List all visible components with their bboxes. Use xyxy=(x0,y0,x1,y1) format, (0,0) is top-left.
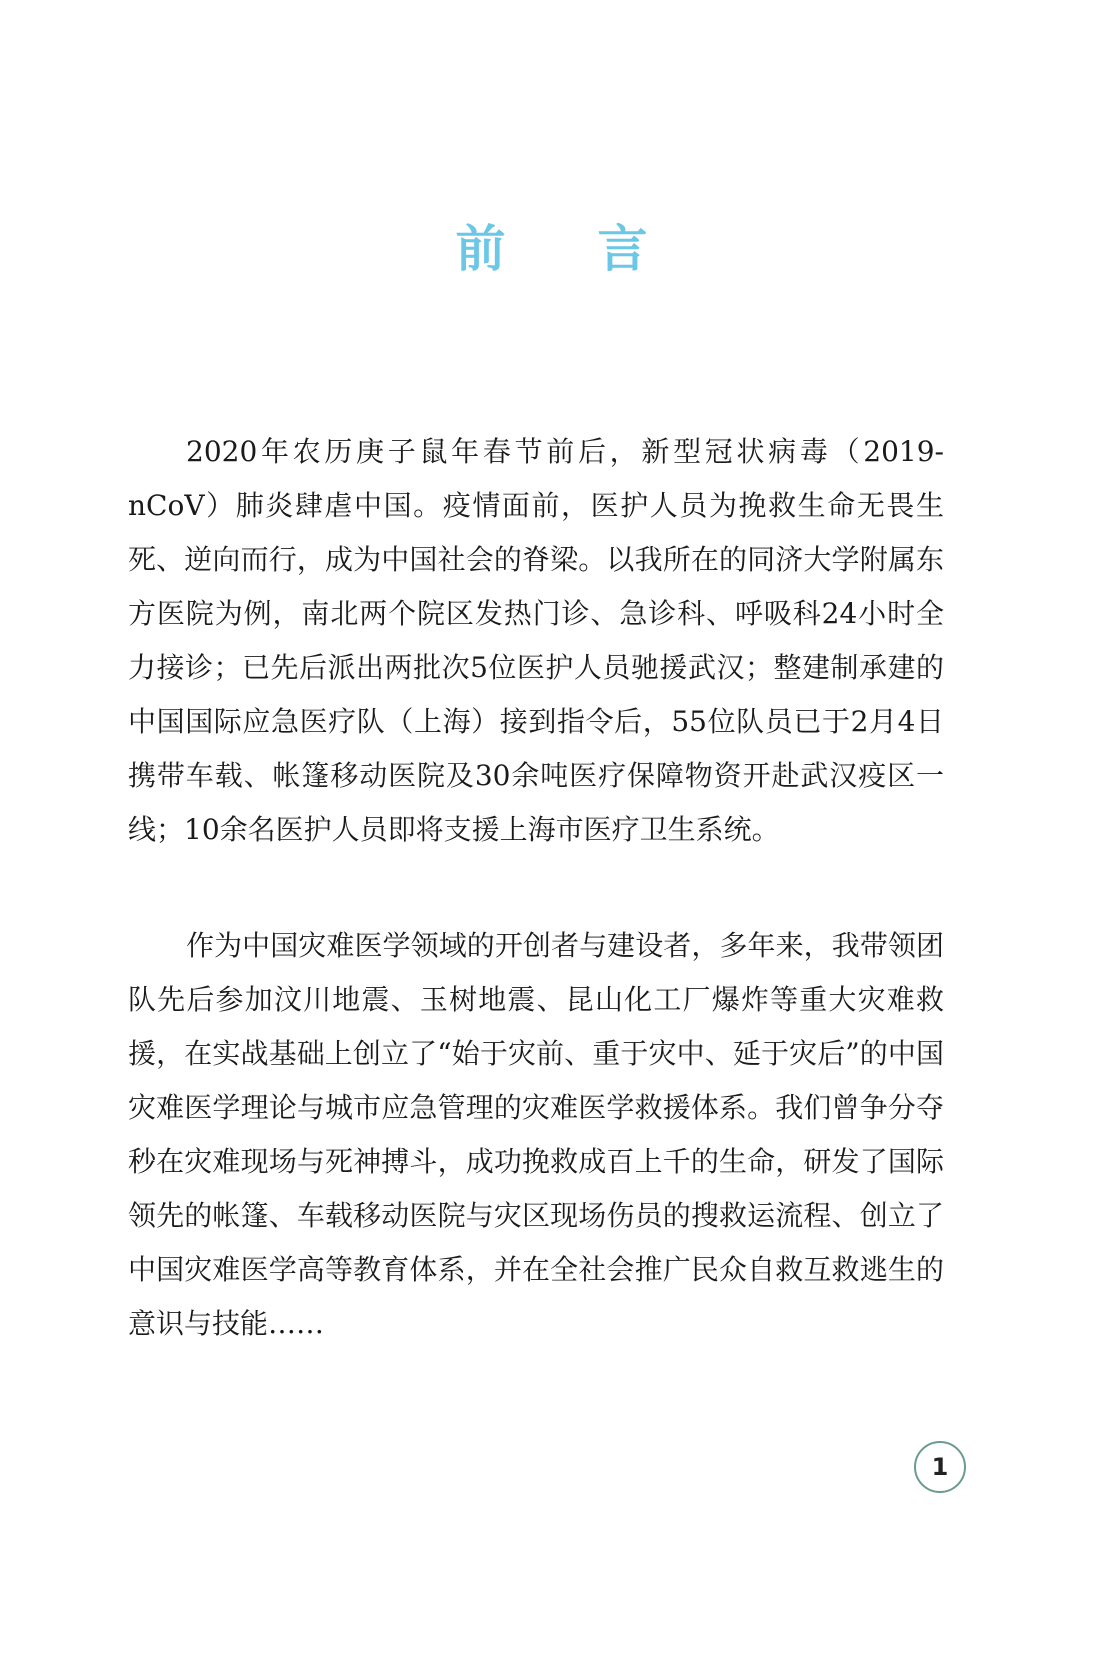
paragraph: 2020年农历庚子鼠年春节前后，新型冠状病毒（2019-nCoV）肺炎肆虐中国。疫情面前，医护人员为挽救生命无畏生死、逆向而行，成为中国社会的脊梁。以我所在的同济大学附属东方医院为例，南北两个院区发热门诊、急诊科、呼吸科24小时全力接诊；已先后派出两批次5位医护人员驰援武汉；整建制承建的中国国际应急医疗队（上海）接到指令后，55位队员已于2月4日携带车载、帐篷移动医院及30余吨医疗保障物资开赴武汉疫区一线；10余名医护人员即将支援上海市医疗卫生系统。 xyxy=(128,435,944,846)
page-number: 1 xyxy=(914,1441,966,1493)
page-title: 前言 xyxy=(455,220,740,278)
body-text xyxy=(128,425,944,1351)
paragraph: 作为中国灾难医学领域的开创者与建设者，多年来，我带领团队先后参加汶川地震、玉树地震、昆山化工厂爆炸等重大灾难救援，在实战基础上创立了“始于灾前、重于灾中、延于灾后”的中国灾难医学理论与城市应急管理的灾难医学救援体系。我们曾争分夺秒在灾难现场与死神搏斗，成功挽救成百上千的生命，研发了国际领先的帐篷、车载移动医院与灾区现场伤员的搜救运流程、创立了中国灾难医学高等教育体系，并在全社会推广民众自救互救逃生的意识与技能…… xyxy=(128,929,944,1340)
